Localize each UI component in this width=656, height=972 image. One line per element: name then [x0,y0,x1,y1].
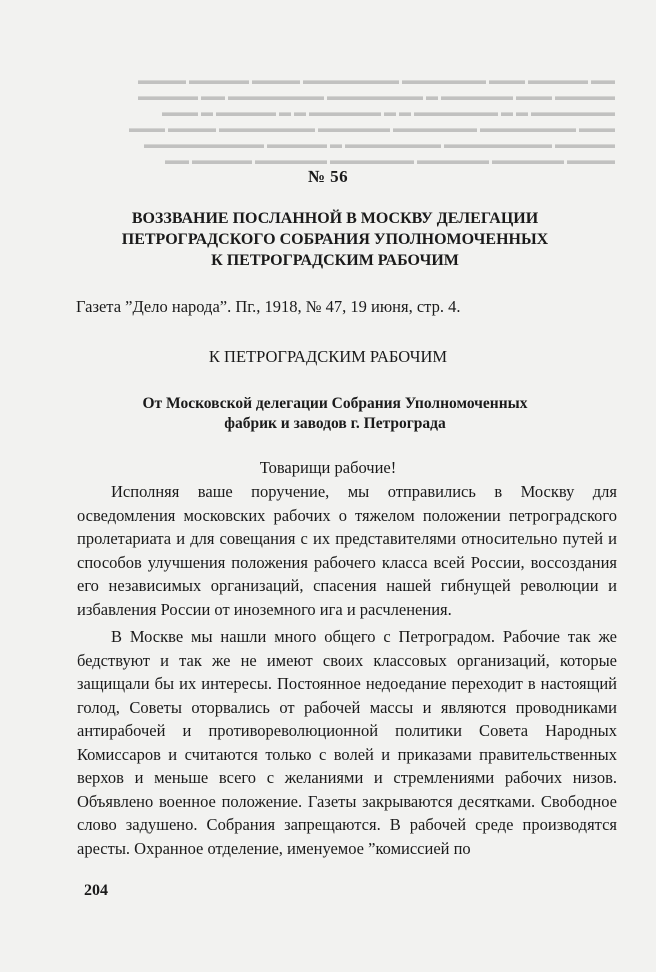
title-line: К ПЕТРОГРАДСКИМ РАБОЧИМ [211,252,459,269]
greeting: Товарищи рабочие! [259,458,397,477]
subheading-line: От Московской делегации Собрания Уполномоченных [142,395,528,412]
source-citation: Газета ”Дело народа”. Пг., 1918, № 47, 19 июня, стр. 4. [76,297,461,316]
section-subheading [90,394,580,434]
subheading-line: фабрик и заводов г. Петрограда [224,415,446,432]
section-heading: К ПЕТРОГРАДСКИМ РАБОЧИМ [208,347,448,366]
paragraph-text: Исполняя ваше поручение, мы отправились в Москву для осведомления московских рабочих о тяжелом положении петроградского пролетариата и для совещания с их представителями относительно путей и способов улучшения положения рабочего класса всей России, воссоздания его независимых организаций, спасения нашей гибнущей революции и избавления России от иноземного ига и расчленения. [77,482,617,619]
document-title [70,208,600,271]
body-paragraph-1 [77,480,617,621]
paragraph-text: В Москве мы нашли много общего с Петроградом. Рабочие так же бедствуют и так же не имеют своих классовых организаций, которые защищали бы их интересы. Постоянное недоедание переходит в настоящий голод, Советы оторвались от рабочей массы и являются проводниками антирабочей и противореволюционной политики Совета Народных Комиссаров и считаются только с волей и приказами правительственных верхов и меньше всего с желаниями и стремлениями рабочих низов. Объявлено военное положение. Газеты закрываются десятками. Свободное слово задушено. Собрания запрещаются. В рабочей среде производятся аресты. Охранное отделение, именуемое ”комиссией по [77,627,617,858]
document-number: № 56 [307,167,349,186]
show-through-text: ▬▬ ▬▬▬▬▬ ▬▬▬ ▬▬▬▬▬▬▬ ▬▬▬▬▬▬▬▬ ▬▬▬▬ ▬▬▬▬▬ ▬▬▬▬ ▬▬▬▬▬ ▬▬▬ ▬▬▬▬▬▬ ▬ ▬▬▬▬▬▬▬▬ ▬▬▬▬▬▬▬▬ ▬▬ ▬▬▬▬▬ ▬▬▬▬▬▬▬ ▬ ▬ ▬▬▬▬▬▬▬ ▬ ▬ ▬▬▬▬▬▬ ▬ ▬ ▬▬▬▬▬ ▬ ▬▬▬ ▬▬▬ ▬▬▬▬▬▬▬▬ ▬▬▬▬▬▬▬ ▬▬▬▬▬▬ ▬▬▬▬▬▬▬▬ ▬▬▬▬ ▬▬▬ ▬▬▬▬▬ ▬▬▬▬▬▬▬▬▬ ▬▬▬▬▬▬▬▬ ▬ ▬▬▬▬▬ ▬▬▬▬▬▬▬▬▬▬ ▬▬▬▬ ▬▬▬▬▬▬ ▬▬▬▬▬▬ ▬▬▬▬▬▬▬ ▬▬▬▬▬▬ ▬▬▬▬▬ ▬▬ [129,73,615,167]
title-line: ПЕТРОГРАДСКОГО СОБРАНИЯ УПОЛНОМОЧЕННЫХ [121,231,549,248]
page-number: 204 [84,882,108,899]
body-paragraph-2 [77,625,617,860]
title-line: ВОЗЗВАНИЕ ПОСЛАННОЙ В МОСКВУ ДЕЛЕГАЦИИ [131,210,539,227]
